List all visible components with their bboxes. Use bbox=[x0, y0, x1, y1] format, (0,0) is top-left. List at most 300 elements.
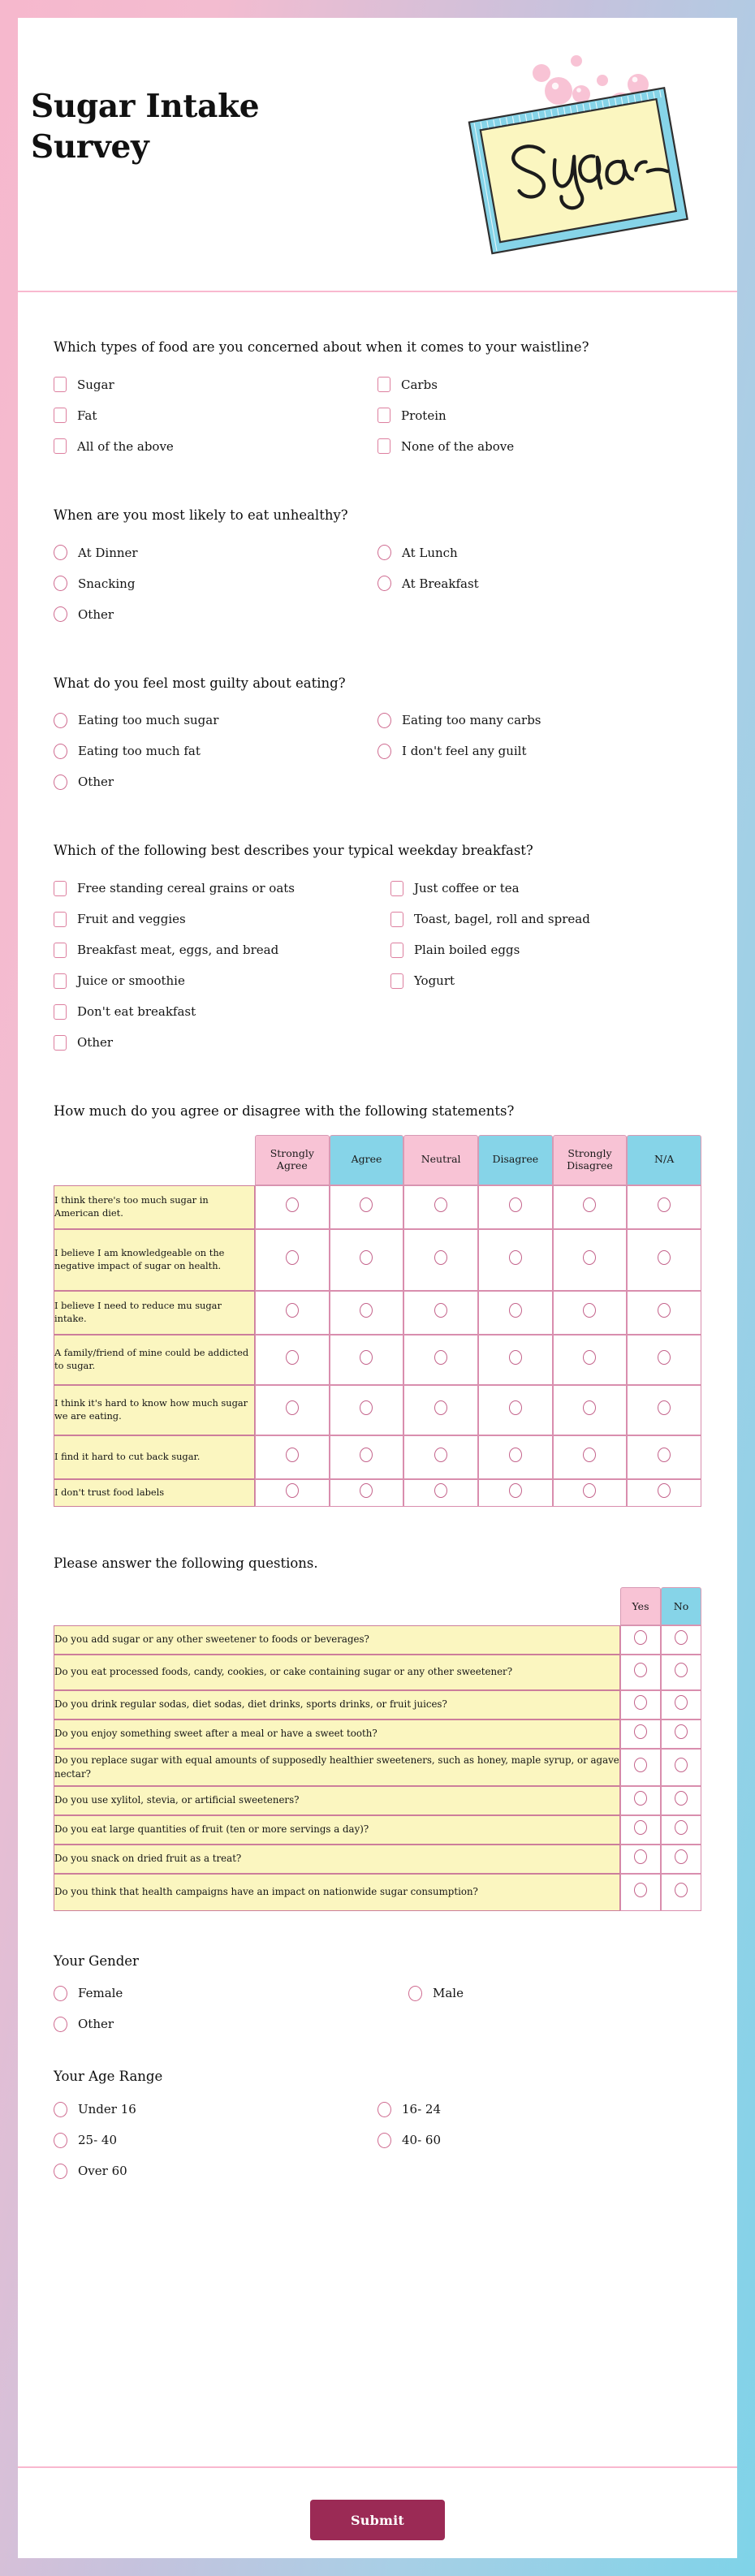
checkbox-icon[interactable] bbox=[390, 881, 403, 896]
yn-cell-yes[interactable] bbox=[620, 1719, 661, 1749]
option-label: I don't feel any guilt bbox=[402, 744, 527, 759]
matrix-table-wrapper bbox=[54, 1135, 701, 1507]
yn-row-label: Do you use xylitol, stevia, or artificial sweeteners? bbox=[54, 1786, 620, 1815]
table-row bbox=[54, 1229, 701, 1291]
option-toast-bagel-roll[interactable] bbox=[390, 904, 701, 934]
question-title: Your Gender bbox=[54, 1952, 139, 1969]
checkbox-icon[interactable] bbox=[378, 377, 390, 392]
yn-corner-cell bbox=[54, 1587, 620, 1625]
option-plain-boiled-eggs[interactable] bbox=[390, 934, 701, 965]
yn-row-label: Do you eat large quantities of fruit (ten or more servings a day)? bbox=[54, 1815, 620, 1845]
option-label: 40- 60 bbox=[402, 2133, 442, 2147]
table-row bbox=[54, 1185, 701, 1229]
question-title: Which of the following best describes your typical weekday breakfast? bbox=[54, 843, 533, 859]
option-label: 25- 40 bbox=[78, 2133, 118, 2147]
options-group-gender bbox=[54, 1978, 701, 2039]
radio-icon[interactable] bbox=[54, 2164, 67, 2179]
option-sugar[interactable] bbox=[54, 369, 378, 400]
option-label: At Lunch bbox=[402, 545, 458, 560]
matrix-row-label: I find it hard to cut back sugar. bbox=[54, 1435, 255, 1479]
matrix-cell[interactable] bbox=[553, 1435, 628, 1479]
radio-icon[interactable] bbox=[434, 1483, 447, 1498]
radio-icon[interactable] bbox=[675, 1849, 688, 1864]
checkbox-icon[interactable] bbox=[54, 377, 67, 392]
yn-header-row bbox=[54, 1587, 701, 1625]
radio-icon[interactable] bbox=[509, 1483, 522, 1498]
spacer-option bbox=[390, 996, 701, 1027]
option-label: Fruit and veggies bbox=[77, 912, 186, 926]
option-fruit-and-veggies[interactable] bbox=[54, 904, 390, 934]
matrix-col-disagree: Disagree bbox=[478, 1135, 553, 1185]
options-group-unhealthy-timing bbox=[54, 537, 701, 630]
checkbox-icon[interactable] bbox=[54, 881, 67, 896]
radio-icon[interactable] bbox=[509, 1448, 522, 1462]
option-label: Over 60 bbox=[78, 2164, 127, 2178]
radio-icon[interactable] bbox=[54, 2102, 67, 2117]
radio-icon[interactable] bbox=[434, 1400, 447, 1415]
option-label: Male bbox=[433, 1986, 464, 2001]
yn-row-label: Do you drink regular sodas, diet sodas, diet drinks, sports drinks, or fruit juices? bbox=[54, 1690, 620, 1719]
option-label: Breakfast meat, eggs, and bread bbox=[77, 943, 279, 957]
table-row bbox=[54, 1625, 701, 1655]
option-label: Snacking bbox=[78, 576, 136, 591]
yn-cell-no[interactable] bbox=[661, 1690, 701, 1719]
matrix-cell[interactable] bbox=[478, 1229, 553, 1291]
radio-icon[interactable] bbox=[675, 1791, 688, 1806]
sugar-packet-illustration bbox=[458, 32, 701, 276]
question-block-yes-no bbox=[54, 1554, 701, 1911]
page-title: Sugar Intake Survey bbox=[31, 88, 260, 166]
radio-icon[interactable] bbox=[286, 1483, 299, 1498]
matrix-cell[interactable] bbox=[478, 1185, 553, 1229]
radio-icon[interactable] bbox=[54, 606, 67, 622]
table-row bbox=[54, 1749, 701, 1786]
yn-cell-no[interactable] bbox=[661, 1874, 701, 1911]
radio-icon[interactable] bbox=[434, 1197, 447, 1212]
submit-row bbox=[18, 2500, 737, 2540]
matrix-cell[interactable] bbox=[330, 1185, 404, 1229]
checkbox-icon[interactable] bbox=[390, 943, 403, 958]
matrix-cell[interactable] bbox=[255, 1385, 330, 1435]
radio-icon[interactable] bbox=[360, 1197, 373, 1212]
radio-icon[interactable] bbox=[675, 1695, 688, 1710]
radio-icon[interactable] bbox=[658, 1448, 671, 1462]
option-16-24[interactable] bbox=[378, 2094, 701, 2125]
radio-icon[interactable] bbox=[434, 1250, 447, 1265]
survey-body bbox=[18, 292, 737, 2186]
radio-icon[interactable] bbox=[54, 713, 67, 728]
option-cereal-grains-oats[interactable] bbox=[54, 873, 390, 904]
options-group-food-types bbox=[54, 369, 701, 462]
matrix-cell[interactable] bbox=[403, 1385, 478, 1435]
radio-icon[interactable] bbox=[634, 1695, 647, 1710]
matrix-cell[interactable] bbox=[627, 1479, 701, 1507]
matrix-cell[interactable] bbox=[553, 1185, 628, 1229]
option-label: Protein bbox=[401, 408, 447, 423]
option-carbs[interactable] bbox=[378, 369, 701, 400]
radio-icon[interactable] bbox=[286, 1448, 299, 1462]
radio-icon[interactable] bbox=[675, 1883, 688, 1897]
table-row bbox=[54, 1719, 701, 1749]
table-row bbox=[54, 1291, 701, 1335]
checkbox-icon[interactable] bbox=[378, 438, 390, 454]
options-group-guilt bbox=[54, 705, 701, 797]
radio-icon[interactable] bbox=[634, 1791, 647, 1806]
table-row bbox=[54, 1385, 701, 1435]
yn-cell-yes[interactable] bbox=[620, 1625, 661, 1655]
radio-icon[interactable] bbox=[54, 1986, 67, 2001]
yn-col-yes: Yes bbox=[620, 1587, 661, 1625]
matrix-cell[interactable] bbox=[478, 1385, 553, 1435]
question-title: Please answer the following questions. bbox=[54, 1555, 318, 1571]
matrix-cell[interactable] bbox=[403, 1335, 478, 1385]
checkbox-icon[interactable] bbox=[390, 912, 403, 927]
matrix-col-strongly-agree: Strongly Agree bbox=[255, 1135, 330, 1185]
question-title: When are you most likely to eat unhealthy? bbox=[54, 507, 348, 523]
radio-icon[interactable] bbox=[675, 1724, 688, 1739]
yn-cell-no[interactable] bbox=[661, 1786, 701, 1815]
question-block-agreement-matrix bbox=[54, 1102, 701, 1507]
table-row bbox=[54, 1655, 701, 1690]
yn-row-label: Do you think that health campaigns have an impact on nationwide sugar consumption? bbox=[54, 1874, 620, 1911]
radio-icon[interactable] bbox=[286, 1250, 299, 1265]
option-label: Free standing cereal grains or oats bbox=[77, 881, 296, 895]
matrix-cell[interactable] bbox=[403, 1291, 478, 1335]
radio-icon[interactable] bbox=[634, 1849, 647, 1864]
option-label: Eating too many carbs bbox=[402, 713, 541, 728]
matrix-corner-cell bbox=[54, 1135, 255, 1185]
radio-icon[interactable] bbox=[675, 1663, 688, 1677]
radio-icon[interactable] bbox=[378, 744, 391, 759]
matrix-cell[interactable] bbox=[478, 1479, 553, 1507]
matrix-col-na: N/A bbox=[627, 1135, 701, 1185]
option-label: Other bbox=[78, 2017, 114, 2032]
matrix-cell[interactable] bbox=[330, 1385, 404, 1435]
option-label: Plain boiled eggs bbox=[413, 943, 520, 957]
question-title: How much do you agree or disagree with the following statements? bbox=[54, 1103, 515, 1119]
yn-cell-no[interactable] bbox=[661, 1749, 701, 1786]
option-other[interactable] bbox=[54, 766, 378, 797]
option-snacking[interactable] bbox=[54, 568, 378, 599]
radio-icon[interactable] bbox=[509, 1250, 522, 1265]
option-no-guilt[interactable] bbox=[378, 736, 701, 766]
matrix-header-row bbox=[54, 1135, 701, 1185]
radio-icon[interactable] bbox=[286, 1400, 299, 1415]
matrix-cell[interactable] bbox=[255, 1291, 330, 1335]
option-label: Fat bbox=[77, 408, 97, 423]
option-too-much-fat[interactable] bbox=[54, 736, 378, 766]
radio-icon[interactable] bbox=[634, 1883, 647, 1897]
yn-row-label: Do you replace sugar with equal amounts of supposedly healthier sweeteners, such as honey, maple syrup, or agave nectar? bbox=[54, 1749, 620, 1786]
question-block-unhealthy-timing bbox=[54, 506, 701, 630]
option-yogurt[interactable] bbox=[390, 965, 701, 996]
option-other[interactable] bbox=[54, 599, 378, 630]
radio-icon[interactable] bbox=[583, 1250, 596, 1265]
option-label: All of the above bbox=[77, 438, 174, 454]
option-40-60[interactable] bbox=[378, 2125, 701, 2155]
yn-cell-yes[interactable] bbox=[620, 1845, 661, 1874]
yn-cell-no[interactable] bbox=[661, 1655, 701, 1690]
option-label: 16- 24 bbox=[402, 2102, 442, 2116]
option-none-of-the-above[interactable] bbox=[378, 431, 701, 462]
table-row bbox=[54, 1874, 701, 1911]
matrix-cell[interactable] bbox=[553, 1479, 628, 1507]
option-label: Juice or smoothie bbox=[77, 973, 185, 988]
radio-icon[interactable] bbox=[583, 1350, 596, 1365]
radio-icon[interactable] bbox=[509, 1197, 522, 1212]
matrix-cell[interactable] bbox=[478, 1291, 553, 1335]
radio-icon[interactable] bbox=[675, 1630, 688, 1645]
survey-card bbox=[18, 18, 737, 2558]
matrix-cell[interactable] bbox=[403, 1435, 478, 1479]
question-title: Your Age Range bbox=[54, 2069, 163, 2085]
matrix-cell[interactable] bbox=[553, 1335, 628, 1385]
question-title: What do you feel most guilty about eating? bbox=[54, 675, 346, 691]
option-label: At Breakfast bbox=[402, 576, 479, 591]
yn-cell-yes[interactable] bbox=[620, 1815, 661, 1845]
option-label: Under 16 bbox=[78, 2102, 136, 2116]
radio-icon[interactable] bbox=[634, 1663, 647, 1677]
radio-icon[interactable] bbox=[634, 1630, 647, 1645]
option-other[interactable] bbox=[54, 1027, 390, 1058]
matrix-cell[interactable] bbox=[553, 1291, 628, 1335]
option-label: Female bbox=[78, 1986, 123, 2001]
matrix-cell[interactable] bbox=[553, 1229, 628, 1291]
matrix-row-label: I believe I need to reduce mu sugar intake. bbox=[54, 1291, 255, 1335]
matrix-cell[interactable] bbox=[255, 1229, 330, 1291]
radio-icon[interactable] bbox=[54, 2133, 67, 2148]
yn-col-no: No bbox=[661, 1587, 701, 1625]
yn-row-label: Do you snack on dried fruit as a treat? bbox=[54, 1845, 620, 1874]
radio-icon[interactable] bbox=[360, 1448, 373, 1462]
yn-cell-yes[interactable] bbox=[620, 1749, 661, 1786]
radio-icon[interactable] bbox=[286, 1197, 299, 1212]
option-label: Just coffee or tea bbox=[413, 881, 520, 895]
radio-icon[interactable] bbox=[434, 1350, 447, 1365]
yn-cell-no[interactable] bbox=[661, 1625, 701, 1655]
radio-icon[interactable] bbox=[583, 1400, 596, 1415]
options-group-age-range bbox=[54, 2094, 701, 2186]
matrix-cell[interactable] bbox=[255, 1335, 330, 1385]
radio-icon[interactable] bbox=[360, 1303, 373, 1318]
option-under-16[interactable] bbox=[54, 2094, 378, 2125]
radio-icon[interactable] bbox=[509, 1350, 522, 1365]
radio-icon[interactable] bbox=[54, 744, 67, 759]
radio-icon[interactable] bbox=[378, 2133, 391, 2148]
yes-no-table bbox=[54, 1587, 701, 1911]
matrix-cell[interactable] bbox=[403, 1185, 478, 1229]
option-label: Toast, bagel, roll and spread bbox=[413, 912, 590, 926]
matrix-col-agree: Agree bbox=[330, 1135, 404, 1185]
radio-icon[interactable] bbox=[509, 1303, 522, 1318]
radio-icon[interactable] bbox=[634, 1820, 647, 1835]
matrix-cell[interactable] bbox=[255, 1435, 330, 1479]
checkbox-icon[interactable] bbox=[378, 408, 390, 423]
radio-icon[interactable] bbox=[583, 1483, 596, 1498]
checkbox-icon[interactable] bbox=[390, 973, 403, 989]
matrix-cell[interactable] bbox=[330, 1479, 404, 1507]
table-row bbox=[54, 1690, 701, 1719]
option-at-lunch[interactable] bbox=[378, 537, 701, 568]
checkbox-icon[interactable] bbox=[54, 1035, 67, 1051]
matrix-row-label: A family/friend of mine could be addicted to sugar. bbox=[54, 1335, 255, 1385]
radio-icon[interactable] bbox=[583, 1197, 596, 1212]
radio-icon[interactable] bbox=[675, 1758, 688, 1772]
matrix-cell[interactable] bbox=[330, 1291, 404, 1335]
option-dont-eat-breakfast[interactable] bbox=[54, 996, 390, 1027]
checkbox-icon[interactable] bbox=[54, 438, 67, 454]
option-too-many-carbs[interactable] bbox=[378, 705, 701, 736]
table-row bbox=[54, 1845, 701, 1874]
radio-icon[interactable] bbox=[634, 1758, 647, 1772]
radio-icon[interactable] bbox=[434, 1448, 447, 1462]
option-breakfast-meat-eggs-bread[interactable] bbox=[54, 934, 390, 965]
option-juice-or-smoothie[interactable] bbox=[54, 965, 390, 996]
radio-icon[interactable] bbox=[658, 1303, 671, 1318]
option-fat[interactable] bbox=[54, 400, 378, 431]
question-block-food-types bbox=[54, 338, 701, 462]
table-row bbox=[54, 1479, 701, 1507]
yn-cell-yes[interactable] bbox=[620, 1786, 661, 1815]
matrix-cell[interactable] bbox=[478, 1335, 553, 1385]
radio-icon[interactable] bbox=[360, 1250, 373, 1265]
matrix-cell[interactable] bbox=[330, 1229, 404, 1291]
radio-icon[interactable] bbox=[378, 576, 391, 591]
checkbox-icon[interactable] bbox=[54, 973, 67, 989]
radio-icon[interactable] bbox=[378, 713, 391, 728]
option-label: Sugar bbox=[77, 377, 114, 392]
option-label: Eating too much sugar bbox=[78, 713, 219, 728]
radio-icon[interactable] bbox=[54, 545, 67, 560]
matrix-col-strongly-disagree: Strongly Disagree bbox=[553, 1135, 628, 1185]
table-row bbox=[54, 1335, 701, 1385]
checkbox-icon[interactable] bbox=[54, 408, 67, 423]
matrix-cell[interactable] bbox=[255, 1479, 330, 1507]
radio-icon[interactable] bbox=[434, 1303, 447, 1318]
option-all-of-the-above[interactable] bbox=[54, 431, 378, 462]
matrix-cell[interactable] bbox=[330, 1335, 404, 1385]
yn-row-label: Do you enjoy something sweet after a meal or have a sweet tooth? bbox=[54, 1719, 620, 1749]
question-title: Which types of food are you concerned about when it comes to your waistline? bbox=[54, 339, 589, 355]
yn-cell-yes[interactable] bbox=[620, 1690, 661, 1719]
matrix-row-label: I think there's too much sugar in American diet. bbox=[54, 1185, 255, 1229]
radio-icon[interactable] bbox=[583, 1303, 596, 1318]
option-label: Other bbox=[78, 606, 114, 622]
matrix-cell[interactable] bbox=[627, 1185, 701, 1229]
radio-icon[interactable] bbox=[658, 1350, 671, 1365]
question-block-breakfast bbox=[54, 841, 701, 1058]
checkbox-icon[interactable] bbox=[54, 943, 67, 958]
matrix-cell[interactable] bbox=[627, 1385, 701, 1435]
question-block-guilt bbox=[54, 674, 701, 798]
radio-icon[interactable] bbox=[509, 1400, 522, 1415]
survey-header bbox=[18, 18, 737, 291]
matrix-col-neutral: Neutral bbox=[403, 1135, 478, 1185]
option-at-breakfast[interactable] bbox=[378, 568, 701, 599]
radio-icon[interactable] bbox=[408, 1986, 422, 2001]
matrix-row-label: I think it's hard to know how much sugar we are eating. bbox=[54, 1385, 255, 1435]
option-label: Eating too much fat bbox=[78, 744, 201, 759]
radio-icon[interactable] bbox=[658, 1250, 671, 1265]
option-label: At Dinner bbox=[78, 545, 138, 560]
radio-icon[interactable] bbox=[675, 1820, 688, 1835]
radio-icon[interactable] bbox=[378, 2102, 391, 2117]
radio-icon[interactable] bbox=[360, 1350, 373, 1365]
matrix-cell[interactable] bbox=[627, 1435, 701, 1479]
option-at-dinner[interactable] bbox=[54, 537, 378, 568]
radio-icon[interactable] bbox=[658, 1400, 671, 1415]
radio-icon[interactable] bbox=[54, 576, 67, 591]
option-label: Carbs bbox=[401, 377, 438, 392]
option-label: Other bbox=[78, 775, 114, 790]
question-block-age-range bbox=[54, 2067, 701, 2186]
matrix-cell[interactable] bbox=[403, 1229, 478, 1291]
matrix-cell[interactable] bbox=[403, 1479, 478, 1507]
table-row bbox=[54, 1435, 701, 1479]
option-female[interactable] bbox=[54, 1978, 378, 2009]
footer-divider bbox=[18, 2466, 737, 2468]
yn-cell-yes[interactable] bbox=[620, 1874, 661, 1911]
checkbox-icon[interactable] bbox=[54, 1004, 67, 1020]
option-label: Other bbox=[77, 1035, 114, 1050]
yn-cell-no[interactable] bbox=[661, 1845, 701, 1874]
matrix-row-label: I believe I am knowledgeable on the negative impact of sugar on health. bbox=[54, 1229, 255, 1291]
option-protein[interactable] bbox=[378, 400, 701, 431]
radio-icon[interactable] bbox=[360, 1483, 373, 1498]
table-row bbox=[54, 1786, 701, 1815]
option-other[interactable] bbox=[54, 2009, 701, 2039]
matrix-cell[interactable] bbox=[553, 1385, 628, 1435]
checkbox-icon[interactable] bbox=[54, 912, 67, 927]
yn-cell-yes[interactable] bbox=[620, 1655, 661, 1690]
option-too-much-sugar[interactable] bbox=[54, 705, 378, 736]
radio-icon[interactable] bbox=[286, 1303, 299, 1318]
option-over-60[interactable] bbox=[54, 2155, 378, 2186]
matrix-cell[interactable] bbox=[627, 1335, 701, 1385]
matrix-cell[interactable] bbox=[627, 1229, 701, 1291]
radio-icon[interactable] bbox=[634, 1724, 647, 1739]
radio-icon[interactable] bbox=[658, 1197, 671, 1212]
yn-cell-no[interactable] bbox=[661, 1815, 701, 1845]
yn-cell-no[interactable] bbox=[661, 1719, 701, 1749]
option-label: Don't eat breakfast bbox=[77, 1004, 196, 1019]
radio-icon[interactable] bbox=[54, 775, 67, 790]
options-group-breakfast bbox=[54, 873, 701, 1058]
submit-button[interactable]: Submit bbox=[310, 2500, 445, 2540]
radio-icon[interactable] bbox=[286, 1350, 299, 1365]
radio-icon[interactable] bbox=[658, 1483, 671, 1498]
matrix-cell[interactable] bbox=[255, 1185, 330, 1229]
option-label: None of the above bbox=[401, 438, 515, 454]
option-coffee-or-tea[interactable] bbox=[390, 873, 701, 904]
matrix-cell[interactable] bbox=[627, 1291, 701, 1335]
table-row bbox=[54, 1815, 701, 1845]
question-block-gender bbox=[54, 1952, 701, 2040]
option-label: Yogurt bbox=[413, 973, 455, 988]
radio-icon[interactable] bbox=[378, 545, 391, 560]
agreement-matrix-table bbox=[54, 1135, 701, 1507]
matrix-row-label: I don't trust food labels bbox=[54, 1479, 255, 1507]
matrix-cell[interactable] bbox=[478, 1435, 553, 1479]
matrix-cell[interactable] bbox=[330, 1435, 404, 1479]
option-25-40[interactable] bbox=[54, 2125, 378, 2155]
yn-row-label: Do you eat processed foods, candy, cookies, or cake containing sugar or any other sweetener? bbox=[54, 1655, 620, 1690]
yn-row-label: Do you add sugar or any other sweetener to foods or beverages? bbox=[54, 1625, 620, 1655]
radio-icon[interactable] bbox=[360, 1400, 373, 1415]
radio-icon[interactable] bbox=[583, 1448, 596, 1462]
option-male[interactable] bbox=[408, 1978, 464, 2009]
radio-icon[interactable] bbox=[54, 2017, 67, 2032]
